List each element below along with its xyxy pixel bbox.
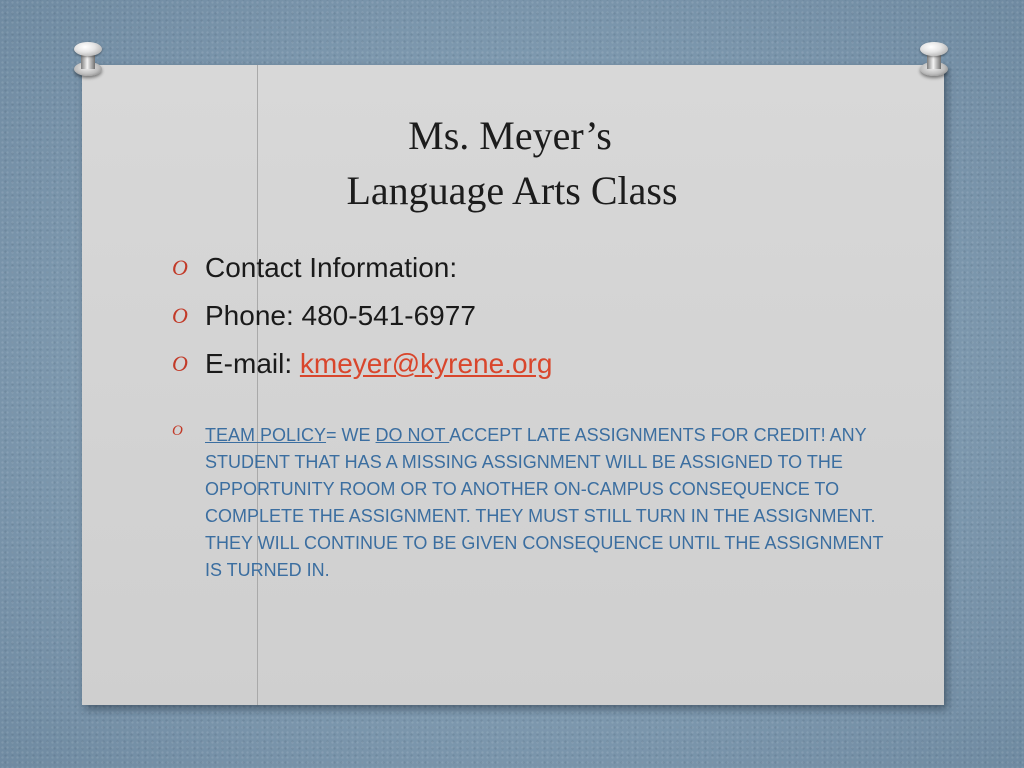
email-label: E-mail: [205, 348, 300, 379]
bullet-email [172, 340, 892, 388]
team-policy [172, 422, 892, 584]
phone-text: Phone: 480-541-6977 [205, 300, 476, 331]
bullet-contact-info [172, 244, 892, 292]
slide-title [0, 108, 1024, 218]
title-line-2: Language Arts Class [346, 168, 678, 213]
bullet-marker: O [172, 423, 183, 439]
bullet-marker: O [172, 303, 188, 328]
title-line-1: Ms. Meyer’s [408, 113, 612, 158]
bullet-text: Contact Information: [205, 252, 458, 283]
pushpin-icon [70, 42, 106, 82]
pushpin-icon [916, 42, 952, 82]
policy-emphasis: DO NOT [375, 425, 450, 445]
policy-text [172, 422, 892, 584]
email-link[interactable]: kmeyer@kyrene.org [299, 348, 553, 379]
policy-label: TEAM POLICY [205, 425, 327, 445]
bullet-marker: O [172, 351, 188, 376]
bullet-marker: O [172, 255, 188, 280]
policy-after-label: = WE [326, 425, 376, 445]
policy-body: ACCEPT LATE ASSIGNMENTS FOR CREDIT! ANY STUDENT THAT HAS A MISSING ASSIGNMENT WILL BE ASSIGNED TO THE OPPORTUNITY ROOM OR TO ANOTHER ON-CAMPUS CONSEQUENCE TO COMPLETE THE ASSIGNMENT. THEY MUST STILL TURN IN THE ASSIGNMENT. THEY WILL CONTINUE TO BE GIVEN CONSEQUENCE UNTIL THE ASSIGNMENT IS TURNED IN. [205, 425, 884, 580]
contact-bullets [172, 244, 892, 388]
bullet-phone [172, 292, 892, 340]
